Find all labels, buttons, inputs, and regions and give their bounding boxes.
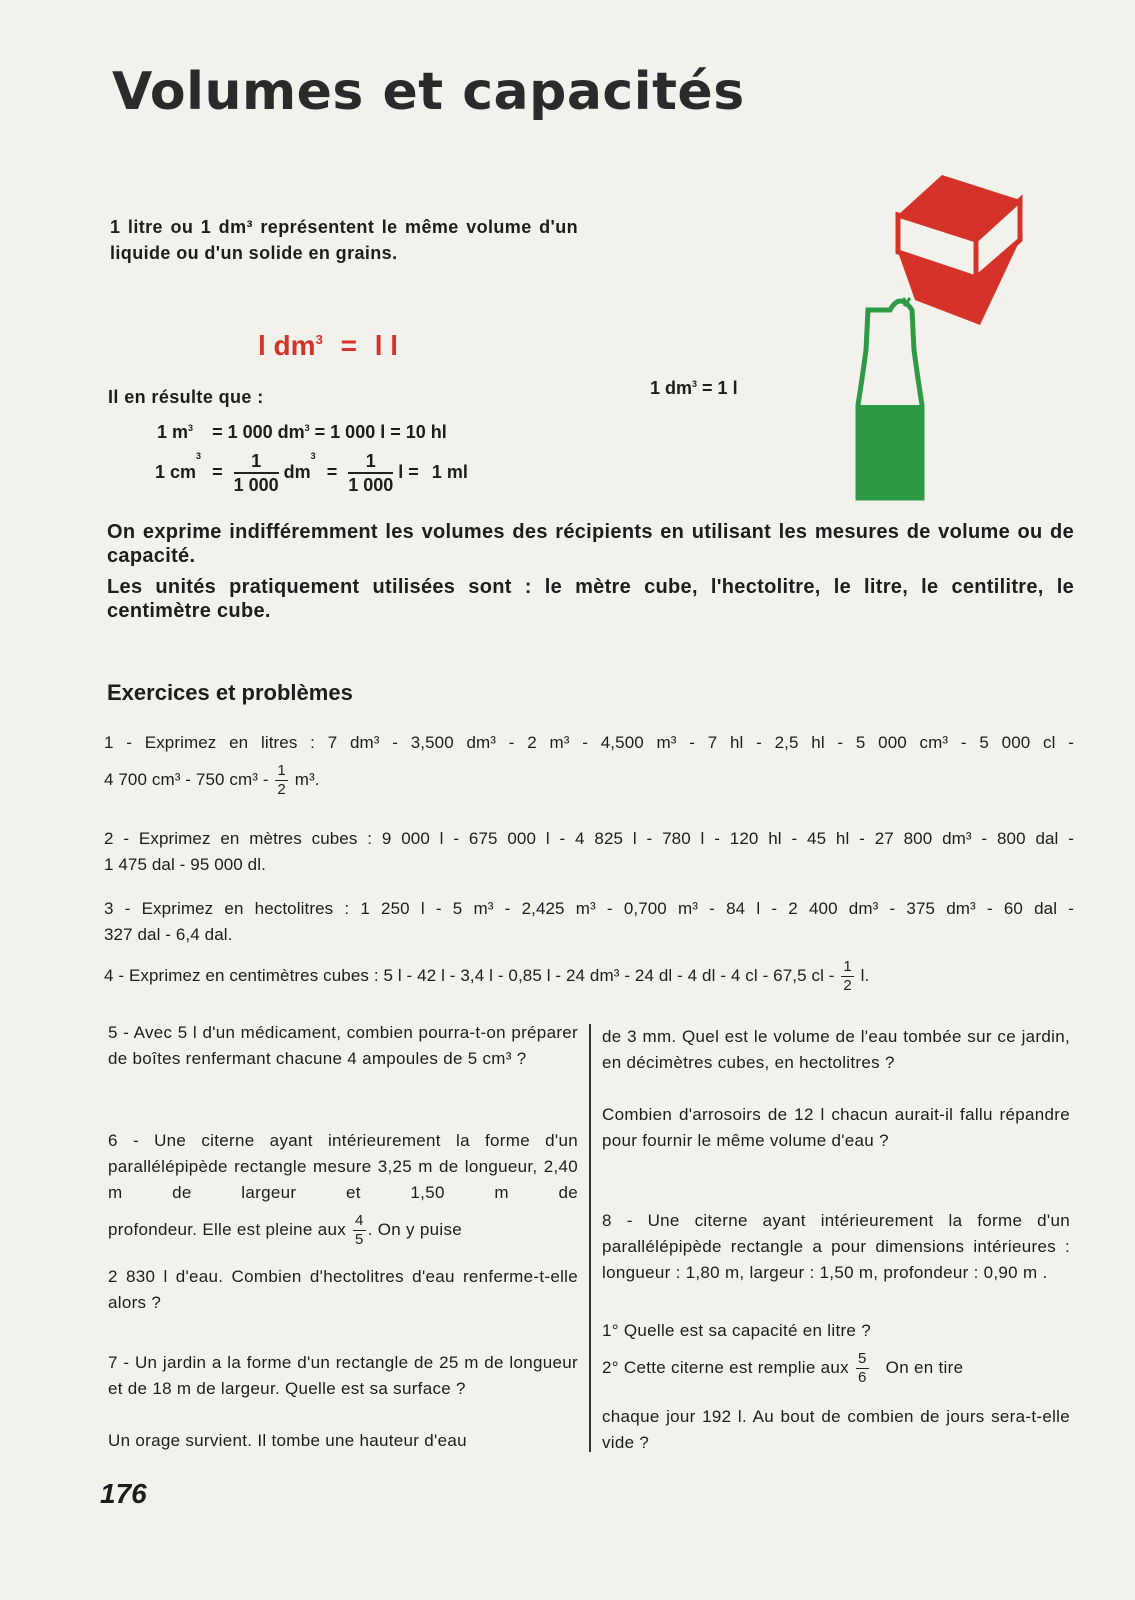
ex6-text: profondeur. Elle est pleine aux [108, 1219, 347, 1239]
caption-right: = 1 l [702, 378, 738, 398]
bold-paragraph-1: On exprime indifféremment les volumes des récipients en utilisant les mesures de volume ou de capacité. [107, 521, 1074, 567]
exercise-5: 5 - Avec 5 l d'un médicament, combien pourra-t-on préparer de boîtes renfermant chacune 4 ampoules de 5 cm³ ? [108, 1023, 578, 1068]
ex8-q2-text-2: On en tire [885, 1357, 964, 1377]
eq2-fraction-2: $\frac{1}{1 000}$ [348, 451, 394, 495]
figure-caption [650, 378, 738, 399]
ex8-q2-text: 2° Cette citerne est remplie aux [602, 1357, 849, 1377]
page-number: 176 [100, 1478, 147, 1509]
ex8-fraction: $\frac{5}{6}$ [857, 1350, 867, 1386]
page-title: Volumes et capacités [112, 62, 745, 122]
red-eq-sign: = [340, 330, 357, 361]
ex4-end: l. [860, 965, 870, 985]
eq2-result: 1 ml [431, 461, 468, 482]
ex6-fraction: $\frac{4}{5}$ [355, 1212, 364, 1248]
exercise-3-line-1: 3 - Exprimez en hectolitres : 1 250 l - 5 m³ - 2,425 m³ - 0,700 m³ - 84 l - 2 400 dm³ - 375 dm³ - 60 dal - [104, 899, 1074, 918]
exercise-7-continued: de 3 mm. Quel est le volume de l'eau tombée sur ce jardin, en décimètres cubes, en hectolitres ? [602, 1027, 1070, 1072]
eq1-c: = 1 000 [314, 422, 376, 442]
result-label: Il en résulte que : [108, 387, 264, 407]
exercise-7-line-b: Un orage survient. Il tombe une hauteur d'eau [108, 1431, 467, 1450]
exercise-8-question-2-end: chaque jour 192 l. Au bout de combien de jours sera-t-elle vide ? [602, 1407, 1070, 1452]
eq1-a: 1 m [157, 422, 189, 442]
column-divider [589, 1024, 591, 1452]
ex1-fraction: $\frac{1}{2}$ [277, 762, 286, 798]
exercise-1-line-1: 1 - Exprimez en litres : 7 dm³ - 3,500 dm³ - 2 m³ - 4,500 m³ - 7 hl - 2,5 hl - 5 000 cm³ - 5 000 cl - [104, 733, 1074, 752]
intro-paragraph: 1 litre ou 1 dm³ représentent le même volume d'un liquide ou d'un solide en grains. [110, 217, 578, 263]
caption-exp: 3 [692, 379, 698, 389]
ex6-text-2: . On y puise [367, 1219, 463, 1239]
eq2-fraction-1: $\frac{1}{1 000}$ [233, 451, 279, 495]
eq2-unit2: l = [398, 461, 419, 482]
exercise-8: 8 - Une citerne ayant intérieurement la forme d'un parallélépipède rectangle a pour dimensions intérieures : longueur : 1,80 m, largeur : 1,50 m, profondeur : 0,90 m . [602, 1211, 1070, 1282]
eq1-d: l = 10 hl [380, 422, 447, 442]
bold-paragraph-2: Les unités pratiquement utilisées sont : le mètre cube, l'hectolitre, le litre, le centilitre, le centimètre cube. [107, 576, 1074, 622]
equation-2: 1 $cm^3$ = $\frac{1}{1 000}$ $dm^3$ = $\frac{1}{1 000}$ l = 1 ml [155, 451, 468, 495]
exercise-2-line-1: 2 - Exprimez en mètres cubes : 9 000 l - 675 000 l - 4 825 l - 780 l - 120 hl - 45 hl - 27 800 dm³ - 800 dal - [104, 829, 1074, 848]
eq2-a: 1 cm [155, 461, 197, 482]
ex4-text: 4 - Exprimez en centimètres cubes : 5 l - 42 l - 3,4 l - 0,85 l - 24 dm³ - 24 dl - 4 dl - 4 cl - 67,5 cl - [104, 965, 835, 985]
exercise-1-line-2 [104, 762, 320, 799]
exercise-7-continued-2: Combien d'arrosoirs de 12 l chacun aurait-il fallu répandre pour fournir le même volume d'eau ? [602, 1105, 1070, 1150]
exercise-6-part-2 [108, 1212, 578, 1249]
eq2-unit1: dm [283, 461, 311, 482]
exercise-4 [104, 958, 869, 995]
exercise-6-part-1: 6 - Une citerne ayant intérieurement la forme d'un parallélépipède rectangle mesure 3,25 m de longueur, 2,40 m de largeur et 1,50 m de [108, 1131, 578, 1202]
cube-bottle-illustration [830, 160, 1050, 510]
exercise-8-question-2 [602, 1350, 1070, 1387]
red-eq-right: l l [374, 330, 399, 361]
exercise-2-line-2: 1 475 dal - 95 000 dl. [104, 855, 266, 874]
red-eq-left: l dm [258, 330, 316, 361]
exercise-7: 7 - Un jardin a la forme d'un rectangle de 25 m de longueur et de 18 m de largeur. Quelle est sa surface ? [108, 1353, 578, 1398]
exercise-3-line-2: 327 dal - 6,4 dal. [104, 925, 233, 944]
ex1-text: 4 700 cm³ - 750 cm³ - [104, 769, 269, 789]
eq1-b: = 1 000 dm [212, 422, 305, 442]
eq2-eq2: = [326, 461, 338, 482]
red-equation [258, 330, 398, 362]
caption-left: 1 dm [650, 378, 693, 398]
ex1-end: m³. [294, 769, 320, 789]
bottle-liquid [858, 405, 922, 498]
equation-1: 1 $m^3 = 1$ 000 $dm^3 = 1$ 000 l = 10 hl [157, 422, 447, 442]
eq2-eq: = [212, 461, 223, 482]
ex4-fraction: $\frac{1}{2}$ [843, 958, 852, 994]
exercise-8-question-1: 1° Quelle est sa capacité en litre ? [602, 1321, 871, 1340]
exercise-6-part-3: 2 830 l d'eau. Combien d'hectolitres d'eau renferme-t-elle alors ? [108, 1267, 578, 1312]
exercises-heading: Exercices et problèmes [107, 680, 353, 705]
red-eq-exp: 3 [315, 332, 323, 347]
